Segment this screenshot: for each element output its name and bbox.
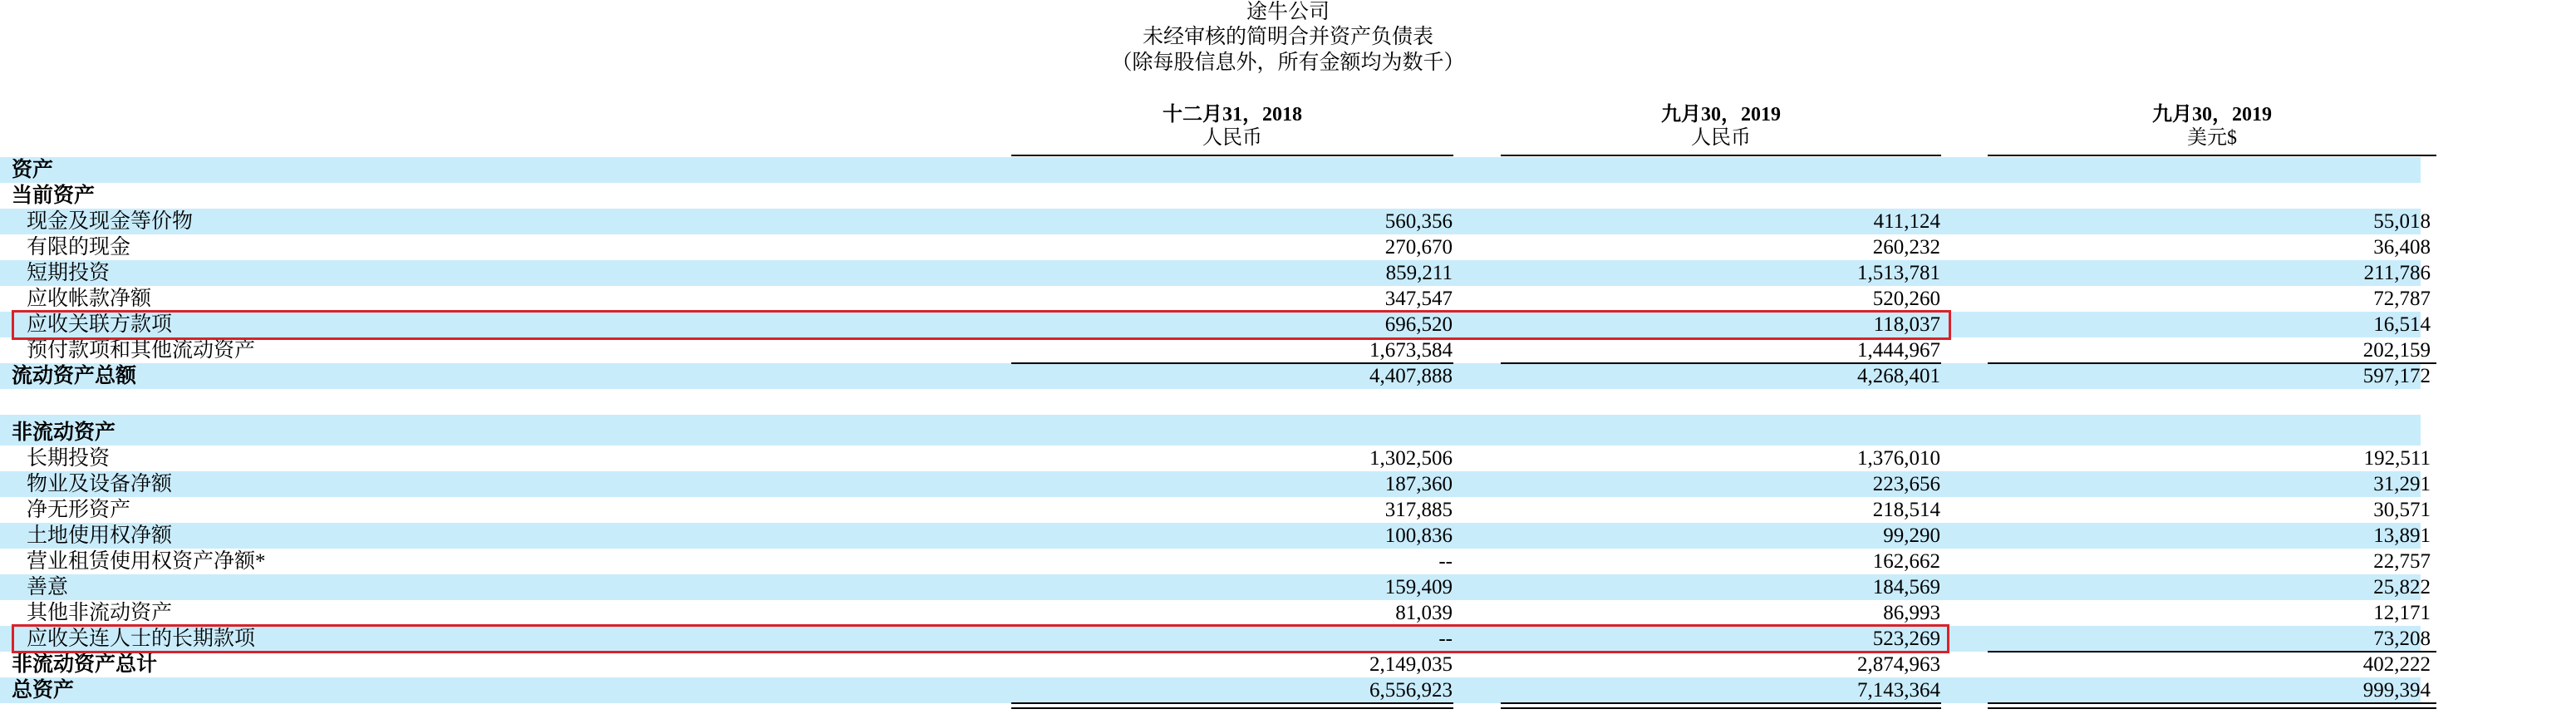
cell-value: 22,757	[2373, 550, 2431, 573]
cell-value: 1,444,967	[1857, 339, 1940, 362]
row-label: 营业租赁使用权资产净额*	[27, 550, 266, 573]
cell-value: 81,039	[1395, 602, 1453, 624]
cell-value: 7,143,364	[1857, 679, 1940, 702]
row-label: 善意	[27, 576, 69, 598]
subtotal-rule	[1011, 362, 1453, 364]
cell-value: 347,547	[1384, 288, 1453, 310]
cell-value: 73,208	[2373, 628, 2431, 650]
total-rule	[1011, 702, 1453, 704]
cell-value: 4,407,888	[1369, 365, 1453, 387]
cell-value: 1,513,781	[1857, 262, 1940, 284]
column-date: 九月30，2019	[1661, 104, 1781, 126]
table-row-current-assets	[0, 183, 2421, 209]
cell-value: 317,885	[1384, 499, 1453, 521]
table-row	[0, 234, 2431, 260]
row-label: 总资产	[12, 679, 75, 702]
row-label: 应收关连人士的长期款项	[27, 628, 256, 650]
cell-value: 184,569	[1872, 576, 1940, 598]
cell-value: 270,670	[1384, 236, 1453, 259]
column-currency: 人民币	[1202, 127, 1262, 149]
table-row-spacer	[0, 389, 2421, 415]
cell-value: 99,290	[1883, 524, 1940, 547]
row-label: 有限的现金	[27, 236, 131, 259]
table-row	[0, 549, 2431, 574]
cell-value: 260,232	[1872, 236, 1940, 259]
table-row	[0, 209, 2431, 234]
total-rule	[1988, 651, 2436, 652]
row-label: 非流动资产总计	[12, 653, 158, 676]
cell-value: 211,786	[2363, 262, 2431, 284]
double-underline	[1501, 707, 1941, 709]
cell-value: 12,171	[2373, 602, 2431, 624]
column-header-sep-2019-rmb	[1501, 103, 1941, 150]
column-date: 十二月31，2018	[1163, 104, 1302, 126]
cell-value: 560,356	[1384, 210, 1453, 233]
table-row-non-current-assets	[0, 420, 2421, 446]
table-row	[0, 600, 2431, 626]
cell-value: 55,018	[2373, 210, 2431, 233]
cell-value: 202,159	[2362, 339, 2431, 362]
company-name: 途牛公司	[1246, 1, 1330, 23]
row-label: 预付款项和其他流动资产	[27, 339, 256, 362]
cell-value: 1,302,506	[1369, 447, 1453, 470]
cell-value: 411,124	[1873, 210, 1940, 233]
table-row	[0, 286, 2431, 312]
row-label: 当前资产	[12, 185, 96, 207]
row-label: 物业及设备净额	[27, 473, 173, 495]
cell-value: 36,408	[2373, 236, 2431, 259]
cell-value: 100,836	[1384, 524, 1453, 547]
column-currency: 人民币	[1691, 127, 1751, 149]
table-row	[0, 446, 2431, 471]
highlight-box-related-party-receivable	[12, 310, 1951, 340]
cell-value: 218,514	[1872, 499, 1940, 521]
column-date: 九月30，2019	[2152, 104, 2272, 126]
subtotal-rule	[1501, 362, 1941, 364]
row-label: 资产	[12, 159, 54, 181]
column-header-underline	[1501, 155, 1941, 156]
cell-value: 696,520	[1384, 313, 1453, 336]
cell-value: 2,874,963	[1857, 653, 1940, 676]
cell-value: 162,662	[1872, 550, 1940, 573]
double-underline	[1011, 707, 1453, 709]
cell-value: 72,787	[2373, 288, 2431, 310]
table-row-total-assets	[0, 677, 2431, 703]
cell-value: 16,514	[2373, 313, 2431, 336]
cell-value: --	[1438, 628, 1453, 650]
cell-value: 6,556,923	[1369, 679, 1453, 702]
row-label: 流动资产总额	[12, 365, 137, 387]
cell-value: 402,222	[2362, 653, 2431, 676]
total-rule	[1501, 702, 1941, 704]
cell-value: 859,211	[1385, 262, 1453, 284]
row-label: 净无形资产	[27, 499, 131, 521]
cell-value: 86,993	[1883, 602, 1940, 624]
table-row-total-current-assets	[0, 363, 2431, 389]
cell-value: 1,376,010	[1857, 447, 1940, 470]
row-label: 长期投资	[27, 447, 111, 470]
cell-value: 25,822	[2373, 576, 2431, 598]
column-header-dec-2018	[1011, 103, 1453, 150]
cell-value: --	[1438, 550, 1453, 573]
cell-value: 520,260	[1872, 288, 1940, 310]
cell-value: 187,360	[1384, 473, 1453, 495]
row-label: 短期投资	[27, 262, 111, 284]
row-label: 非流动资产	[12, 421, 116, 444]
table-row	[0, 471, 2431, 497]
cell-value: 2,149,035	[1369, 653, 1453, 676]
cell-value: 597,172	[2362, 365, 2431, 387]
table-row	[0, 337, 2431, 363]
statement-title: 未经审核的简明合并资产负债表	[1142, 26, 1433, 48]
cell-value: 118,037	[1873, 313, 1940, 336]
table-row-total-non-current-assets	[0, 652, 2431, 677]
cell-value: 13,891	[2373, 524, 2431, 547]
row-label: 土地使用权净额	[27, 524, 173, 547]
cell-value: 31,291	[2373, 473, 2431, 495]
table-row	[0, 260, 2431, 286]
table-row-assets	[0, 157, 2421, 183]
subtotal-rule	[1988, 362, 2436, 364]
total-rule	[1988, 702, 2436, 704]
table-row	[0, 497, 2431, 523]
column-currency: 美元$	[2187, 127, 2237, 149]
column-header-underline	[1988, 155, 2436, 156]
table-row	[0, 574, 2431, 600]
cell-value: 223,656	[1872, 473, 1940, 495]
cell-value: 159,409	[1384, 576, 1453, 598]
highlight-box-long-term-related-receivable	[12, 624, 1949, 653]
cell-value: 523,269	[1872, 628, 1940, 650]
row-label: 其他非流动资产	[27, 602, 173, 624]
table-row	[0, 523, 2431, 549]
row-label: 应收帐款净额	[27, 288, 152, 310]
cell-value: 192,511	[2363, 447, 2431, 470]
cell-value: 999,394	[2362, 679, 2431, 702]
cell-value: 30,571	[2373, 499, 2431, 521]
row-label: 现金及现金等价物	[27, 210, 194, 233]
cell-value: 1,673,584	[1369, 339, 1453, 362]
column-header-underline	[1011, 155, 1453, 156]
double-underline	[1988, 707, 2436, 709]
cell-value: 4,268,401	[1857, 365, 1940, 387]
amount-note: （除每股信息外，所有金额均为数千）	[1111, 52, 1465, 74]
row-label: 应收关联方款项	[27, 313, 173, 336]
column-header-sep-2019-usd	[1988, 103, 2436, 150]
